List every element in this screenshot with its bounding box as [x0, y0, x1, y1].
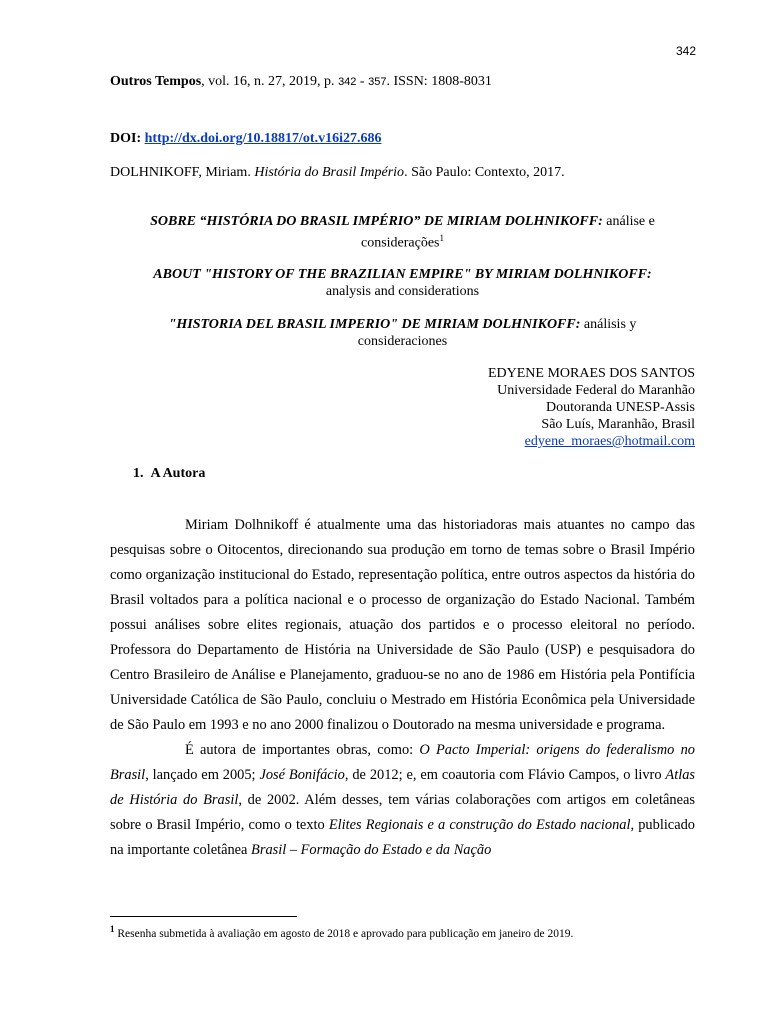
doi-link[interactable]: http://dx.doi.org/10.18817/ot.v16i27.686	[144, 131, 382, 146]
doi-label: DOI:	[110, 131, 145, 146]
body-text	[110, 513, 695, 863]
footnote-divider	[110, 916, 297, 917]
title-spanish: "HISTORIA DEL BRASIL IMPERIO" DE MIRIAM DOLHNIKOFF: análisis y consideraciones	[168, 317, 637, 349]
doi-line	[110, 130, 695, 147]
title-portuguese: SOBRE “HISTÓRIA DO BRASIL IMPÉRIO” DE MIRIAM DOLHNIKOFF: análise e considerações$^1$	[150, 214, 655, 251]
footnote-ref[interactable]: 1	[439, 233, 445, 243]
footnote-text: Resenha submetida à avaliação em agosto de 2018 e aprovado para publicação em janeiro de 2019.	[114, 927, 574, 940]
footnote	[110, 924, 695, 940]
author-email-link[interactable]: edyene_moraes@hotmail.com	[524, 434, 695, 449]
paragraph-2: É autora de importantes obras, como: O Pacto Imperial: origens do federalismo no Brasil, lançado em 2005; José Bonifácio, de 2012; e, em coautoria com Flávio Campos, o livro Atlas de História do Brasil, de 2002. Além desses, tem várias colaborações com artigos em coletâneas sobre o Brasil Império, como o texto Elites Regionais e a construção do Estado nacional, publicado na importante coletânea Brasil – Formação do Estado e da Nação	[110, 742, 695, 858]
journal-name: Outros Tempos	[110, 74, 202, 89]
author-location: São Luís, Maranhão, Brasil	[541, 417, 695, 432]
section-heading: 1. A Autora	[133, 466, 206, 481]
journal-citation: Outros Tempos, vol. 16, n. 27, 2019, p. 342 - 357. ISSN: 1808-8031	[110, 74, 492, 89]
author-affiliation: Universidade Federal do Maranhão	[497, 383, 695, 398]
page-number: 342	[675, 44, 696, 58]
paragraph-1: Miriam Dolhnikoff é atualmente uma das historiadoras mais atuantes no campo das pesquisas sobre o Oitocentos, direcionando sua produção em torno de temas sobre o Brasil Império como organização institucional do Estado, representação política, entre outros aspectos da história do Brasil voltados para a política nacional e o processo de organização do Estado Nacional. Também possui análises sobre elites regionais, atuação dos partidos e o processo eleitoral no período. Professora do Departamento de História na Universidade de São Paulo (USP) e pesquisadora do Centro Brasileiro de Análise e Planejamento, graduou-se no ano de 1986 em História pela Pontifícia Universidade Católica de São Paulo, concluiu o Mestrado em História Econômica pela Universidade de São Paulo em 1993 e no ano 2000 finalizou o Doutorado na mesma universidade e programa.	[110, 517, 695, 733]
author-block	[295, 365, 695, 450]
author-name: EDYENE MORAES DOS SANTOS	[487, 366, 695, 381]
author-program: Doutoranda UNESP-Assis	[546, 400, 695, 415]
book-reference: DOLHNIKOFF, Miriam. História do Brasil Império. São Paulo: Contexto, 2017.	[110, 165, 565, 180]
title-english: ABOUT "HISTORY OF THE BRAZILIAN EMPIRE" BY MIRIAM DOLHNIKOFF: analysis and considerations	[153, 267, 652, 299]
book-title: História do Brasil Império	[254, 165, 405, 180]
footnote-mark: 1	[110, 924, 115, 934]
